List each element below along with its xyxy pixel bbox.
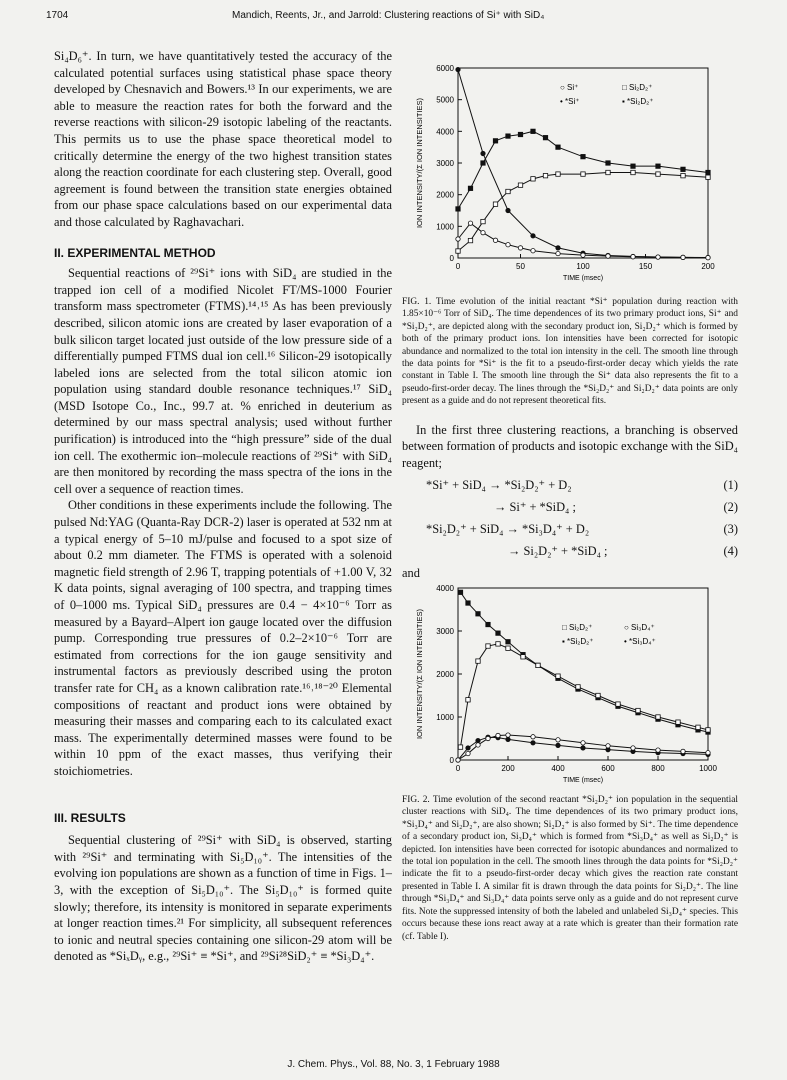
- y-tick-label: 6000: [436, 64, 454, 73]
- data-point: [656, 172, 660, 176]
- data-point: [706, 255, 710, 259]
- data-point: [506, 134, 510, 138]
- data-point: [506, 733, 510, 737]
- data-point: [556, 246, 560, 250]
- data-point: [506, 640, 510, 644]
- data-point: [456, 67, 460, 71]
- data-point: [531, 735, 535, 739]
- data-point: [606, 744, 610, 748]
- data-point: [531, 249, 535, 253]
- left-column: [54, 48, 392, 965]
- data-point: [556, 145, 560, 149]
- data-point: [468, 221, 472, 225]
- data-point: [496, 642, 500, 646]
- x-axis-label: TIME (msec): [562, 275, 604, 282]
- data-point: [706, 170, 710, 174]
- legend-entry: ▪ *Si₂D₂⁺: [622, 97, 654, 106]
- x-tick-label: 0: [455, 764, 461, 774]
- data-point: [656, 715, 660, 719]
- data-point: [531, 741, 535, 745]
- data-point: [581, 741, 585, 745]
- right-column: [402, 58, 738, 943]
- y-tick-label: 4000: [436, 127, 454, 137]
- y-tick-label: 1000: [436, 713, 454, 723]
- data-point: [556, 674, 560, 678]
- data-point: [576, 685, 580, 689]
- data-point: [581, 172, 585, 176]
- y-axis-label: ION INTENSITY/(Σ ION INTENSITIES): [415, 609, 424, 740]
- data-point: [531, 234, 535, 238]
- data-point: [676, 720, 680, 724]
- data-point: [556, 251, 560, 255]
- results-paragraph: Sequential clustering of ²⁹Si⁺ with SiD₄ is observed, starting with ²⁹Si⁺ and terminating with Si₅D₁₀⁺. The intensities of the evolving ion populations are shown as a function of time in Figs. 1–3, with the exception of Si₅D₁₀⁺. The Si₅D₁₀⁺ is formed quite slowly; therefore, its intensity is monitored in separate experiments at longer reaction times.²¹ For simplicity, all subsequent references to ionic and neutral species containing one silicon-29 atom will be denoted as *SiₓDᵧ, e.g., ²⁹Si⁺ ≡ *Si⁺, and ²⁹Si²⁸SiD₂⁺ ≡ *Si₃D₄⁺.: [54, 833, 392, 964]
- data-point: [606, 170, 610, 174]
- data-point: [518, 246, 522, 250]
- data-point: [616, 702, 620, 706]
- plot-frame: [458, 588, 708, 760]
- y-tick-label: 2000: [436, 190, 454, 200]
- page-number: 1704: [46, 10, 69, 21]
- figure-1-chart: [402, 58, 738, 290]
- data-point: [606, 161, 610, 165]
- data-point: [706, 751, 710, 755]
- equation-1-number: (1): [723, 478, 738, 493]
- legend-entry: □ Si₂D₂⁺: [562, 623, 593, 633]
- data-point: [521, 655, 525, 659]
- data-point: [493, 202, 497, 206]
- data-point: [466, 746, 470, 750]
- data-point: [458, 745, 462, 749]
- y-tick-label: 5000: [436, 95, 454, 105]
- journal-footer: J. Chem. Phys., Vol. 88, No. 3, 1 February 1988: [287, 1059, 500, 1070]
- data-point: [468, 186, 472, 190]
- data-point: [681, 255, 685, 259]
- y-tick-label: 3000: [436, 627, 454, 637]
- data-point: [481, 151, 485, 155]
- data-point: [486, 736, 490, 740]
- data-point: [506, 243, 510, 247]
- equation-2-number: (2): [723, 500, 738, 515]
- data-point: [456, 207, 460, 211]
- data-point: [518, 183, 522, 187]
- data-point: [656, 748, 660, 752]
- figure-2-chart: [402, 582, 738, 790]
- data-point: [581, 253, 585, 257]
- x-tick-label: 0: [455, 262, 461, 271]
- x-tick-label: 50: [516, 262, 525, 271]
- and-text: and: [402, 566, 420, 581]
- data-point: [681, 749, 685, 753]
- data-point: [493, 139, 497, 143]
- data-point: [606, 254, 610, 258]
- x-tick-label: 200: [701, 262, 715, 271]
- x-tick-label: 800: [651, 764, 665, 774]
- data-point: [656, 255, 660, 259]
- data-point: [496, 631, 500, 635]
- data-point: [536, 663, 540, 667]
- data-point: [631, 164, 635, 168]
- equation-1: *Si⁺ + SiD₄ → *Si₂D₂⁺ + D₂: [426, 478, 572, 493]
- x-tick-label: 1000: [699, 764, 717, 774]
- legend-entry: • *Si⁺: [560, 97, 580, 106]
- data-point: [696, 725, 700, 729]
- data-point: [706, 728, 710, 732]
- data-point: [506, 737, 510, 741]
- data-point: [496, 733, 500, 737]
- y-axis-label: ION INTENSITY/(Σ ION INTENSITIES): [415, 97, 424, 229]
- figure-2-caption: FIG. 2. Time evolution of the second reactant *Si₂D₂⁺ ion population in the sequential cluster reactions with SiD₄. The time dependences of its two primary product ions, *Si₃D₄⁺ and Si₂D₂⁺, are also shown; Si₂D₂⁺ is also formed by Si⁺. The time dependence of a secondary product ion, Si₃D₄⁺ which is formed from *Si₃D₄⁺ as well as Si₂D₂⁺ is depicted. Ion intensities have been corrected for isotopic abundances and normalized to the total ion population in the cell. The smooth lines through the data points for *Si₂D₂⁺ indicate the fit to a pseudo-first-order decay which gives the reaction rate constant presented in Table I. A similar fit is drawn through the data points for Si₂D₂⁺. The line through *Si₃D₄⁺ and Si₃D₄⁺ data points serve only as a guide and do not represent curve fits. Note the suppressed intensity of both the labeled and unlabeled Si₃D₄⁺ species. This occurs because these ions react away at a rate which is greater than their formation rate (cf. Table I).: [402, 795, 738, 942]
- method-paragraph-1: Sequential reactions of ²⁹Si⁺ ions with SiD₄ are studied in the trapped ion cell of a modified Nicolet FT/MS-1000 Fourier transform mass spectrometer (FTMS).¹⁴˒¹⁵ As has been previously described, silicon atomic ions are created by laser evaporation of a bulk silicon target located just outside of the low pressure side of a differentially pumped FTMS dual ion cell.¹⁶ Silicon-29 isotopically labeled ions are selected from the total silicon atomic ion population using standard double resonance techniques.¹⁷ SiD₄ (MSD Isotope Co., Inc., 99.7 at. % enriched in deuterium as determined by our mass spectral analysis; used without further purification) is introduced into the “high pressure” side of the dual ion cell. The exothermic ion–molecule reactions of ²⁹Si⁺ with SiD₄ are then monitored by recording the mass spectra of the ions in the cell over a sequence of reaction times.: [54, 266, 392, 496]
- y-tick-label: 0: [449, 254, 454, 263]
- y-tick-label: 1000: [436, 222, 454, 232]
- legend-entry: • *Si₃D₄⁺: [624, 637, 656, 647]
- equation-4: → Si₂D₂⁺ + *SiD₄ ;: [508, 544, 608, 559]
- data-point: [631, 255, 635, 259]
- data-point: [466, 698, 470, 702]
- section-heading-experimental: II. EXPERIMENTAL METHOD: [54, 245, 216, 260]
- data-point: [531, 177, 535, 181]
- data-point: [543, 135, 547, 139]
- data-point: [456, 758, 460, 762]
- data-point: [486, 644, 490, 648]
- data-point: [556, 743, 560, 747]
- method-paragraph-2: Other conditions in these experiments include the following. The pulsed Nd:YAG (Quanta-Ray DCR-2) laser is operated at 532 nm at a typical energy of 5–10 mJ/pulse and focused to a spot size of about 0.2 mm diameter. The FTMS is operated with a solenoid magnetic field strength of 2.96 T, trapping potentials of +1.00 V, 32 K data points, signal averaging of 100 spectra, and trapping times of 0–1000 ms. Typical SiD₄ pressures are 0.4 − 4×10⁻⁶ Torr as measured by a Bayard–Alpert ion gauge located over the diffusion pump. Corresponding true pressures of 0.2–2×10⁻⁶ Torr are estimated from corrections for the ion gauge sensitivity and instrumental factors as previously described using the proton transfer rate for CH₄ as a known calibration rate.¹⁶˒¹⁸⁻²⁰ Elemental compositions of reactant and product ions were obtained by measuring their masses and comparing each to its calculated exact mass. The experimentally determined masses were found to be within 10 ppm of the exact masses, thus verifying their stoichiometries.: [54, 498, 392, 778]
- plot-frame: [458, 68, 708, 258]
- data-point: [481, 219, 485, 223]
- data-point: [543, 173, 547, 177]
- data-point: [531, 129, 535, 133]
- x-tick-label: 200: [501, 764, 515, 774]
- intro-paragraph: Si₄D₆⁺. In turn, we have quantitatively tested the accuracy of the calculated potential surfaces using statistical phase space theory developed by Chesnavich and Bowers.¹³ In our experiments, we are able to measure the reaction rates for both the forward and the reverse reactions with silicon-29 isotopic labeling of the reactants. This permits us to use the phase space theoretical model to critically determine the energy of the two highest transition states along the reaction coordinate for each clustering step. Overall, good agreement is found between the transition state energies obtained from our phase space calculations based on our experimental data and those calculated by Raghavachari.: [54, 49, 392, 229]
- data-point: [556, 738, 560, 742]
- y-tick-label: 4000: [436, 584, 454, 594]
- data-point: [476, 659, 480, 663]
- data-point: [481, 161, 485, 165]
- data-point: [456, 249, 460, 253]
- data-point: [581, 746, 585, 750]
- data-point: [596, 693, 600, 697]
- data-point: [681, 167, 685, 171]
- data-point: [518, 132, 522, 136]
- data-point: [631, 170, 635, 174]
- data-point: [506, 189, 510, 193]
- data-point: [468, 238, 472, 242]
- x-axis-label: TIME (msec): [562, 777, 604, 785]
- data-point: [506, 208, 510, 212]
- series-line: [461, 644, 709, 747]
- data-point: [476, 738, 480, 742]
- data-point: [581, 154, 585, 158]
- equations: [402, 477, 738, 565]
- data-point: [506, 646, 510, 650]
- section-heading-results: III. RESULTS: [54, 810, 126, 825]
- series-line: [461, 592, 709, 732]
- figure-1-caption: FIG. 1. Time evolution of the initial reactant *Si⁺ population during reaction with 1.85×10⁻⁶ Torr of SiD₄. The time dependences of its two primary product ions, Si⁺ and *Si₂D₂⁺, are depicted along with the secondary product ion, Si₂D₂⁺ which is formed by both of the primary product ions. Ion intensities have been corrected for isotopic abundance and normalized to the total ion intensity in the cell. The smooth line through the data points for *Si⁺ is the fit to a pseudo-first-order decay which yields the rate constant in Table I. The smooth line through the Si⁺ data also represents the fit to a pseudo-first-order decay. The lines through the *Si₂D₂⁺ and Si₂D₂⁺ data points are only present as a guide and do not represent theoretical fits.: [402, 297, 738, 407]
- branching-paragraph: In the first three clustering reactions, a branching is observed between formation of products and isotopic exchange with the SiD₄ reagent;: [402, 422, 738, 470]
- y-tick-label: 2000: [436, 670, 454, 680]
- data-point: [466, 601, 470, 605]
- data-point: [476, 612, 480, 616]
- data-point: [656, 164, 660, 168]
- data-point: [476, 743, 480, 747]
- x-tick-label: 600: [601, 764, 615, 774]
- data-point: [631, 746, 635, 750]
- equation-3-number: (3): [723, 522, 738, 537]
- data-point: [458, 590, 462, 594]
- x-tick-label: 400: [551, 764, 565, 774]
- data-point: [486, 622, 490, 626]
- data-point: [636, 708, 640, 712]
- x-tick-label: 100: [576, 262, 590, 271]
- running-title: Mandich, Reents, Jr., and Jarrold: Clustering reactions of Si⁺ with SiD₄: [232, 10, 545, 21]
- data-point: [466, 751, 470, 755]
- equation-3: *Si₂D₂⁺ + SiD₄ → *Si₃D₄⁺ + D₂: [426, 522, 590, 537]
- legend-entry: ▪ *Si₂D₂⁺: [562, 637, 594, 647]
- legend-entry: □ Si₂D₂⁺: [622, 83, 653, 92]
- data-point: [481, 230, 485, 234]
- legend-entry: ○ Si⁺: [560, 83, 579, 92]
- data-point: [681, 173, 685, 177]
- y-tick-label: 0: [449, 756, 454, 766]
- data-point: [493, 238, 497, 242]
- data-point: [706, 175, 710, 179]
- equation-4-number: (4): [723, 544, 738, 559]
- legend-entry: ○ Si₃D₄⁺: [624, 623, 655, 633]
- series-line: [458, 70, 708, 258]
- x-tick-label: 150: [638, 262, 653, 271]
- equation-2: → Si⁺ + *SiD₄ ;: [494, 500, 576, 515]
- data-point: [456, 237, 460, 241]
- data-point: [556, 172, 560, 176]
- y-tick-label: 3000: [436, 159, 454, 168]
